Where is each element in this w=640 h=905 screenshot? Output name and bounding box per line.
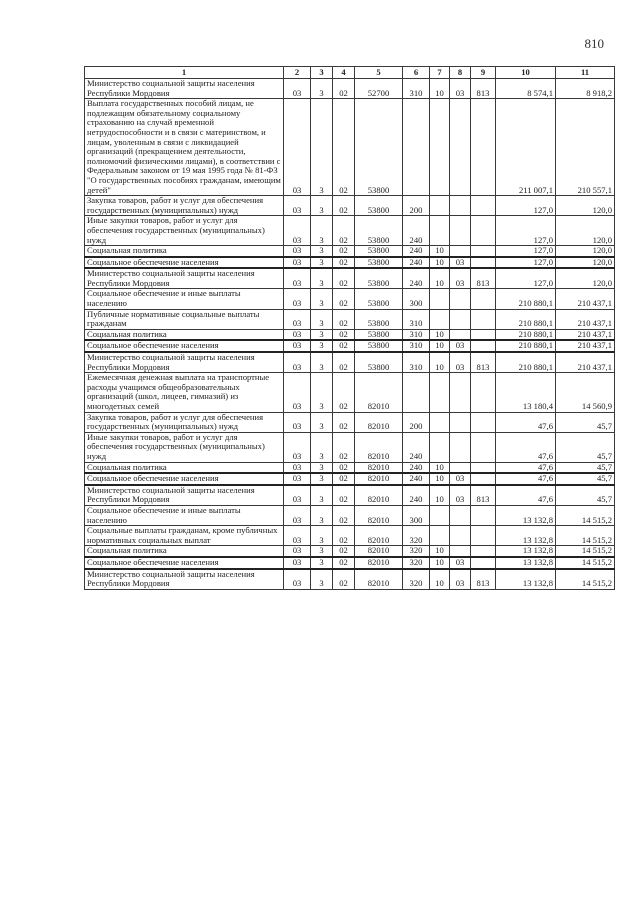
table-row — [85, 546, 615, 557]
code-cell: 3 — [311, 557, 333, 569]
table-row — [85, 268, 615, 289]
column-header: 8 — [450, 67, 471, 79]
code-cell: 10 — [430, 246, 450, 257]
amount-cell: 13 132,8 — [496, 569, 556, 590]
code-cell: 03 — [450, 473, 471, 485]
code-cell: 53800 — [355, 246, 403, 257]
row-label-cell: Выплата государственных пособий лицам, не подлежащим обязательному социальному страхованию на случай временной нетрудоспособности и в связи с материнством, и лицам, уволенным в связи с ликвидацией организаций (прекращением деятельности, полномочий физическими лицами), в соответствии с Федеральным законом от 19 мая 1995 года № 81-ФЗ "О государственных пособиях гражданам, имеющим детей" — [85, 99, 284, 196]
code-cell — [471, 546, 496, 557]
code-cell: 82010 — [355, 546, 403, 557]
code-cell — [430, 526, 450, 546]
code-cell — [403, 99, 430, 196]
amount-cell: 14 515,2 — [556, 569, 615, 590]
row-label-cell: Иные закупки товаров, работ и услуг для обеспечения государственных (муниципальных) нужд — [85, 216, 284, 246]
code-cell: 200 — [403, 412, 430, 432]
code-cell: 3 — [311, 246, 333, 257]
code-cell: 82010 — [355, 569, 403, 590]
code-cell: 53800 — [355, 268, 403, 289]
code-cell: 10 — [430, 329, 450, 340]
amount-cell: 210 437,1 — [556, 309, 615, 329]
code-cell — [471, 373, 496, 412]
code-cell: 03 — [450, 485, 471, 506]
code-cell: 02 — [333, 329, 355, 340]
code-cell: 03 — [284, 196, 311, 216]
code-cell: 82010 — [355, 485, 403, 506]
code-cell: 03 — [284, 473, 311, 485]
amount-cell: 45,7 — [556, 473, 615, 485]
code-cell: 03 — [450, 557, 471, 569]
code-cell: 3 — [311, 196, 333, 216]
code-cell — [471, 412, 496, 432]
code-cell: 03 — [284, 99, 311, 196]
code-cell: 240 — [403, 432, 430, 462]
code-cell — [430, 412, 450, 432]
table-body — [85, 79, 615, 590]
code-cell: 03 — [284, 309, 311, 329]
code-cell: 03 — [284, 505, 311, 525]
column-header: 5 — [355, 67, 403, 79]
amount-cell: 13 132,8 — [496, 526, 556, 546]
amount-cell: 120,0 — [556, 216, 615, 246]
code-cell: 3 — [311, 79, 333, 99]
code-cell: 82010 — [355, 473, 403, 485]
code-cell: 813 — [471, 485, 496, 506]
code-cell: 02 — [333, 99, 355, 196]
row-label-cell: Закупка товаров, работ и услуг для обеспечения государственных (муниципальных) нужд — [85, 196, 284, 216]
code-cell: 3 — [311, 505, 333, 525]
code-cell — [450, 246, 471, 257]
code-cell: 10 — [430, 79, 450, 99]
code-cell: 02 — [333, 505, 355, 525]
code-cell: 53800 — [355, 329, 403, 340]
code-cell — [471, 99, 496, 196]
code-cell: 320 — [403, 526, 430, 546]
table-row — [85, 309, 615, 329]
code-cell: 300 — [403, 505, 430, 525]
code-cell: 53800 — [355, 216, 403, 246]
code-cell: 813 — [471, 79, 496, 99]
code-cell: 02 — [333, 485, 355, 506]
code-cell: 02 — [333, 289, 355, 309]
code-cell — [450, 309, 471, 329]
code-cell: 82010 — [355, 412, 403, 432]
code-cell: 02 — [333, 557, 355, 569]
code-cell: 02 — [333, 268, 355, 289]
table-row — [85, 462, 615, 473]
code-cell — [450, 526, 471, 546]
row-label-cell: Социальное обеспечение населения — [85, 473, 284, 485]
table-row — [85, 340, 615, 352]
code-cell: 10 — [430, 268, 450, 289]
code-cell: 3 — [311, 462, 333, 473]
code-cell: 03 — [284, 412, 311, 432]
code-cell: 02 — [333, 473, 355, 485]
code-cell: 240 — [403, 246, 430, 257]
code-cell: 82010 — [355, 432, 403, 462]
code-cell: 3 — [311, 329, 333, 340]
code-cell: 03 — [450, 340, 471, 352]
code-cell: 02 — [333, 546, 355, 557]
code-cell — [471, 196, 496, 216]
amount-cell: 120,0 — [556, 268, 615, 289]
code-cell: 3 — [311, 432, 333, 462]
code-cell — [450, 462, 471, 473]
amount-cell: 45,7 — [556, 412, 615, 432]
code-cell — [450, 373, 471, 412]
code-cell — [471, 216, 496, 246]
table-header-row — [85, 67, 615, 79]
amount-cell: 45,7 — [556, 462, 615, 473]
code-cell: 02 — [333, 526, 355, 546]
budget-table — [84, 66, 615, 590]
code-cell: 320 — [403, 546, 430, 557]
code-cell: 53800 — [355, 309, 403, 329]
amount-cell: 210 437,1 — [556, 289, 615, 309]
code-cell: 82010 — [355, 557, 403, 569]
table-row — [85, 526, 615, 546]
code-cell: 10 — [430, 462, 450, 473]
code-cell: 02 — [333, 569, 355, 590]
code-cell: 53800 — [355, 99, 403, 196]
code-cell: 10 — [430, 569, 450, 590]
code-cell: 03 — [284, 340, 311, 352]
amount-cell: 8 574,1 — [496, 79, 556, 99]
code-cell: 310 — [403, 79, 430, 99]
code-cell: 03 — [284, 373, 311, 412]
column-header: 2 — [284, 67, 311, 79]
amount-cell: 210 437,1 — [556, 340, 615, 352]
code-cell: 3 — [311, 473, 333, 485]
row-label-cell: Социальное обеспечение населения — [85, 340, 284, 352]
code-cell — [471, 340, 496, 352]
amount-cell: 127,0 — [496, 246, 556, 257]
amount-cell: 120,0 — [556, 257, 615, 269]
amount-cell: 127,0 — [496, 257, 556, 269]
table-row — [85, 373, 615, 412]
code-cell: 03 — [284, 216, 311, 246]
row-label-cell: Социальные выплаты гражданам, кроме публичных нормативных социальных выплат — [85, 526, 284, 546]
code-cell: 3 — [311, 216, 333, 246]
amount-cell: 14 515,2 — [556, 546, 615, 557]
code-cell — [471, 246, 496, 257]
amount-cell: 120,0 — [556, 196, 615, 216]
code-cell: 02 — [333, 257, 355, 269]
code-cell — [450, 505, 471, 525]
amount-cell: 210 880,1 — [496, 289, 556, 309]
code-cell — [471, 309, 496, 329]
code-cell: 240 — [403, 257, 430, 269]
amount-cell: 211 007,1 — [496, 99, 556, 196]
code-cell — [450, 289, 471, 309]
row-label-cell: Ежемесячная денежная выплата на транспортные расходы учащимся общеобразовательных организаций (школ, лицеев, гимназий) из многодетных семей — [85, 373, 284, 412]
table-row — [85, 246, 615, 257]
row-label-cell: Министерство социальной защиты населения Республики Мордовия — [85, 79, 284, 99]
column-header: 9 — [471, 67, 496, 79]
row-label-cell: Социальная политика — [85, 462, 284, 473]
table-row — [85, 557, 615, 569]
amount-cell: 14 515,2 — [556, 505, 615, 525]
code-cell: 813 — [471, 268, 496, 289]
amount-cell: 210 437,1 — [556, 329, 615, 340]
table-row — [85, 216, 615, 246]
table-row — [85, 432, 615, 462]
code-cell: 02 — [333, 340, 355, 352]
column-header: 4 — [333, 67, 355, 79]
code-cell: 240 — [403, 485, 430, 506]
code-cell — [471, 557, 496, 569]
amount-cell: 210 880,1 — [496, 329, 556, 340]
column-header: 10 — [496, 67, 556, 79]
code-cell: 03 — [284, 557, 311, 569]
code-cell: 3 — [311, 268, 333, 289]
code-cell: 03 — [450, 268, 471, 289]
code-cell: 03 — [284, 257, 311, 269]
code-cell — [430, 289, 450, 309]
amount-cell: 47,6 — [496, 432, 556, 462]
amount-cell: 210 557,1 — [556, 99, 615, 196]
code-cell: 240 — [403, 268, 430, 289]
table-row — [85, 329, 615, 340]
code-cell: 03 — [284, 246, 311, 257]
row-label-cell: Социальное обеспечение населения — [85, 557, 284, 569]
code-cell: 10 — [430, 485, 450, 506]
table-row — [85, 289, 615, 309]
code-cell: 02 — [333, 246, 355, 257]
code-cell: 320 — [403, 569, 430, 590]
code-cell: 82010 — [355, 373, 403, 412]
code-cell: 3 — [311, 352, 333, 373]
column-header: 6 — [403, 67, 430, 79]
code-cell — [450, 99, 471, 196]
row-label-cell: Социальная политика — [85, 546, 284, 557]
code-cell: 02 — [333, 412, 355, 432]
code-cell: 240 — [403, 473, 430, 485]
amount-cell: 47,6 — [496, 473, 556, 485]
column-header: 11 — [556, 67, 615, 79]
code-cell: 3 — [311, 485, 333, 506]
code-cell — [471, 289, 496, 309]
code-cell — [471, 462, 496, 473]
code-cell: 03 — [450, 569, 471, 590]
code-cell: 10 — [430, 257, 450, 269]
code-cell: 300 — [403, 289, 430, 309]
code-cell — [471, 329, 496, 340]
code-cell — [430, 432, 450, 462]
code-cell: 02 — [333, 462, 355, 473]
code-cell — [450, 412, 471, 432]
table-row — [85, 485, 615, 506]
code-cell — [450, 546, 471, 557]
code-cell: 310 — [403, 340, 430, 352]
code-cell: 10 — [430, 352, 450, 373]
code-cell: 03 — [284, 289, 311, 309]
code-cell: 310 — [403, 352, 430, 373]
code-cell — [450, 329, 471, 340]
code-cell — [430, 99, 450, 196]
code-cell: 03 — [284, 526, 311, 546]
amount-cell: 127,0 — [496, 216, 556, 246]
table-row — [85, 99, 615, 196]
code-cell — [430, 196, 450, 216]
code-cell — [471, 257, 496, 269]
page-number: 810 — [584, 36, 604, 51]
column-header: 1 — [85, 67, 284, 79]
code-cell: 82010 — [355, 526, 403, 546]
table-row — [85, 352, 615, 373]
code-cell: 53800 — [355, 352, 403, 373]
code-cell — [471, 432, 496, 462]
row-label-cell: Министерство социальной защиты населения Республики Мордовия — [85, 485, 284, 506]
amount-cell: 8 918,2 — [556, 79, 615, 99]
amount-cell: 210 437,1 — [556, 352, 615, 373]
code-cell: 03 — [450, 352, 471, 373]
amount-cell: 127,0 — [496, 268, 556, 289]
code-cell: 3 — [311, 412, 333, 432]
row-label-cell: Социальное обеспечение и иные выплаты населению — [85, 289, 284, 309]
code-cell: 3 — [311, 340, 333, 352]
code-cell: 02 — [333, 373, 355, 412]
code-cell — [430, 309, 450, 329]
code-cell: 03 — [284, 546, 311, 557]
code-cell: 03 — [284, 485, 311, 506]
amount-cell: 47,6 — [496, 412, 556, 432]
code-cell: 53800 — [355, 196, 403, 216]
code-cell — [430, 216, 450, 246]
code-cell: 03 — [284, 268, 311, 289]
code-cell: 03 — [284, 329, 311, 340]
code-cell: 03 — [284, 462, 311, 473]
code-cell — [471, 505, 496, 525]
row-label-cell: Министерство социальной защиты населения Республики Мордовия — [85, 268, 284, 289]
row-label-cell: Социальная политика — [85, 329, 284, 340]
code-cell: 240 — [403, 462, 430, 473]
column-header: 3 — [311, 67, 333, 79]
amount-cell: 210 880,1 — [496, 340, 556, 352]
row-label-cell: Закупка товаров, работ и услуг для обеспечения государственных (муниципальных) нужд — [85, 412, 284, 432]
amount-cell: 127,0 — [496, 196, 556, 216]
code-cell: 10 — [430, 546, 450, 557]
amount-cell: 13 132,8 — [496, 546, 556, 557]
code-cell: 10 — [430, 473, 450, 485]
table-row — [85, 505, 615, 525]
code-cell — [471, 526, 496, 546]
row-label-cell: Министерство социальной защиты населения Республики Мордовия — [85, 569, 284, 590]
code-cell: 240 — [403, 216, 430, 246]
row-label-cell: Публичные нормативные социальные выплаты гражданам — [85, 309, 284, 329]
code-cell: 10 — [430, 557, 450, 569]
code-cell: 03 — [284, 569, 311, 590]
amount-cell: 47,6 — [496, 485, 556, 506]
code-cell — [430, 505, 450, 525]
code-cell: 02 — [333, 216, 355, 246]
table-row — [85, 473, 615, 485]
code-cell — [450, 196, 471, 216]
code-cell: 813 — [471, 352, 496, 373]
code-cell: 3 — [311, 373, 333, 412]
amount-cell: 13 132,8 — [496, 505, 556, 525]
code-cell: 03 — [450, 257, 471, 269]
code-cell: 3 — [311, 309, 333, 329]
amount-cell: 47,6 — [496, 462, 556, 473]
code-cell: 3 — [311, 526, 333, 546]
code-cell: 82010 — [355, 505, 403, 525]
row-label-cell: Министерство социальной защиты населения Республики Мордовия — [85, 352, 284, 373]
row-label-cell: Иные закупки товаров, работ и услуг для обеспечения государственных (муниципальных) нужд — [85, 432, 284, 462]
code-cell: 3 — [311, 289, 333, 309]
amount-cell: 120,0 — [556, 246, 615, 257]
code-cell — [403, 373, 430, 412]
code-cell: 03 — [450, 79, 471, 99]
code-cell: 3 — [311, 546, 333, 557]
row-label-cell: Социальное обеспечение населения — [85, 257, 284, 269]
amount-cell: 13 132,8 — [496, 557, 556, 569]
row-label-cell: Социальное обеспечение и иные выплаты населению — [85, 505, 284, 525]
amount-cell: 45,7 — [556, 485, 615, 506]
code-cell: 52700 — [355, 79, 403, 99]
code-cell: 200 — [403, 196, 430, 216]
code-cell: 02 — [333, 352, 355, 373]
code-cell: 53800 — [355, 257, 403, 269]
code-cell: 320 — [403, 557, 430, 569]
code-cell: 3 — [311, 569, 333, 590]
table-row — [85, 257, 615, 269]
code-cell: 02 — [333, 309, 355, 329]
code-cell — [450, 432, 471, 462]
amount-cell: 14 515,2 — [556, 557, 615, 569]
code-cell: 02 — [333, 432, 355, 462]
amount-cell: 14 515,2 — [556, 526, 615, 546]
code-cell: 53800 — [355, 289, 403, 309]
code-cell: 310 — [403, 329, 430, 340]
code-cell: 03 — [284, 79, 311, 99]
code-cell: 53800 — [355, 340, 403, 352]
code-cell — [430, 373, 450, 412]
code-cell: 02 — [333, 79, 355, 99]
code-cell: 310 — [403, 309, 430, 329]
code-cell: 02 — [333, 196, 355, 216]
row-label-cell: Социальная политика — [85, 246, 284, 257]
table-row — [85, 79, 615, 99]
column-header: 7 — [430, 67, 450, 79]
code-cell: 03 — [284, 432, 311, 462]
code-cell — [450, 216, 471, 246]
code-cell — [471, 473, 496, 485]
code-cell: 813 — [471, 569, 496, 590]
amount-cell: 210 880,1 — [496, 352, 556, 373]
code-cell: 82010 — [355, 462, 403, 473]
code-cell: 3 — [311, 99, 333, 196]
code-cell: 3 — [311, 257, 333, 269]
table-row — [85, 412, 615, 432]
amount-cell: 14 560,9 — [556, 373, 615, 412]
amount-cell: 13 180,4 — [496, 373, 556, 412]
table-row — [85, 569, 615, 590]
table-row — [85, 196, 615, 216]
amount-cell: 210 880,1 — [496, 309, 556, 329]
code-cell: 10 — [430, 340, 450, 352]
amount-cell: 45,7 — [556, 432, 615, 462]
code-cell: 03 — [284, 352, 311, 373]
